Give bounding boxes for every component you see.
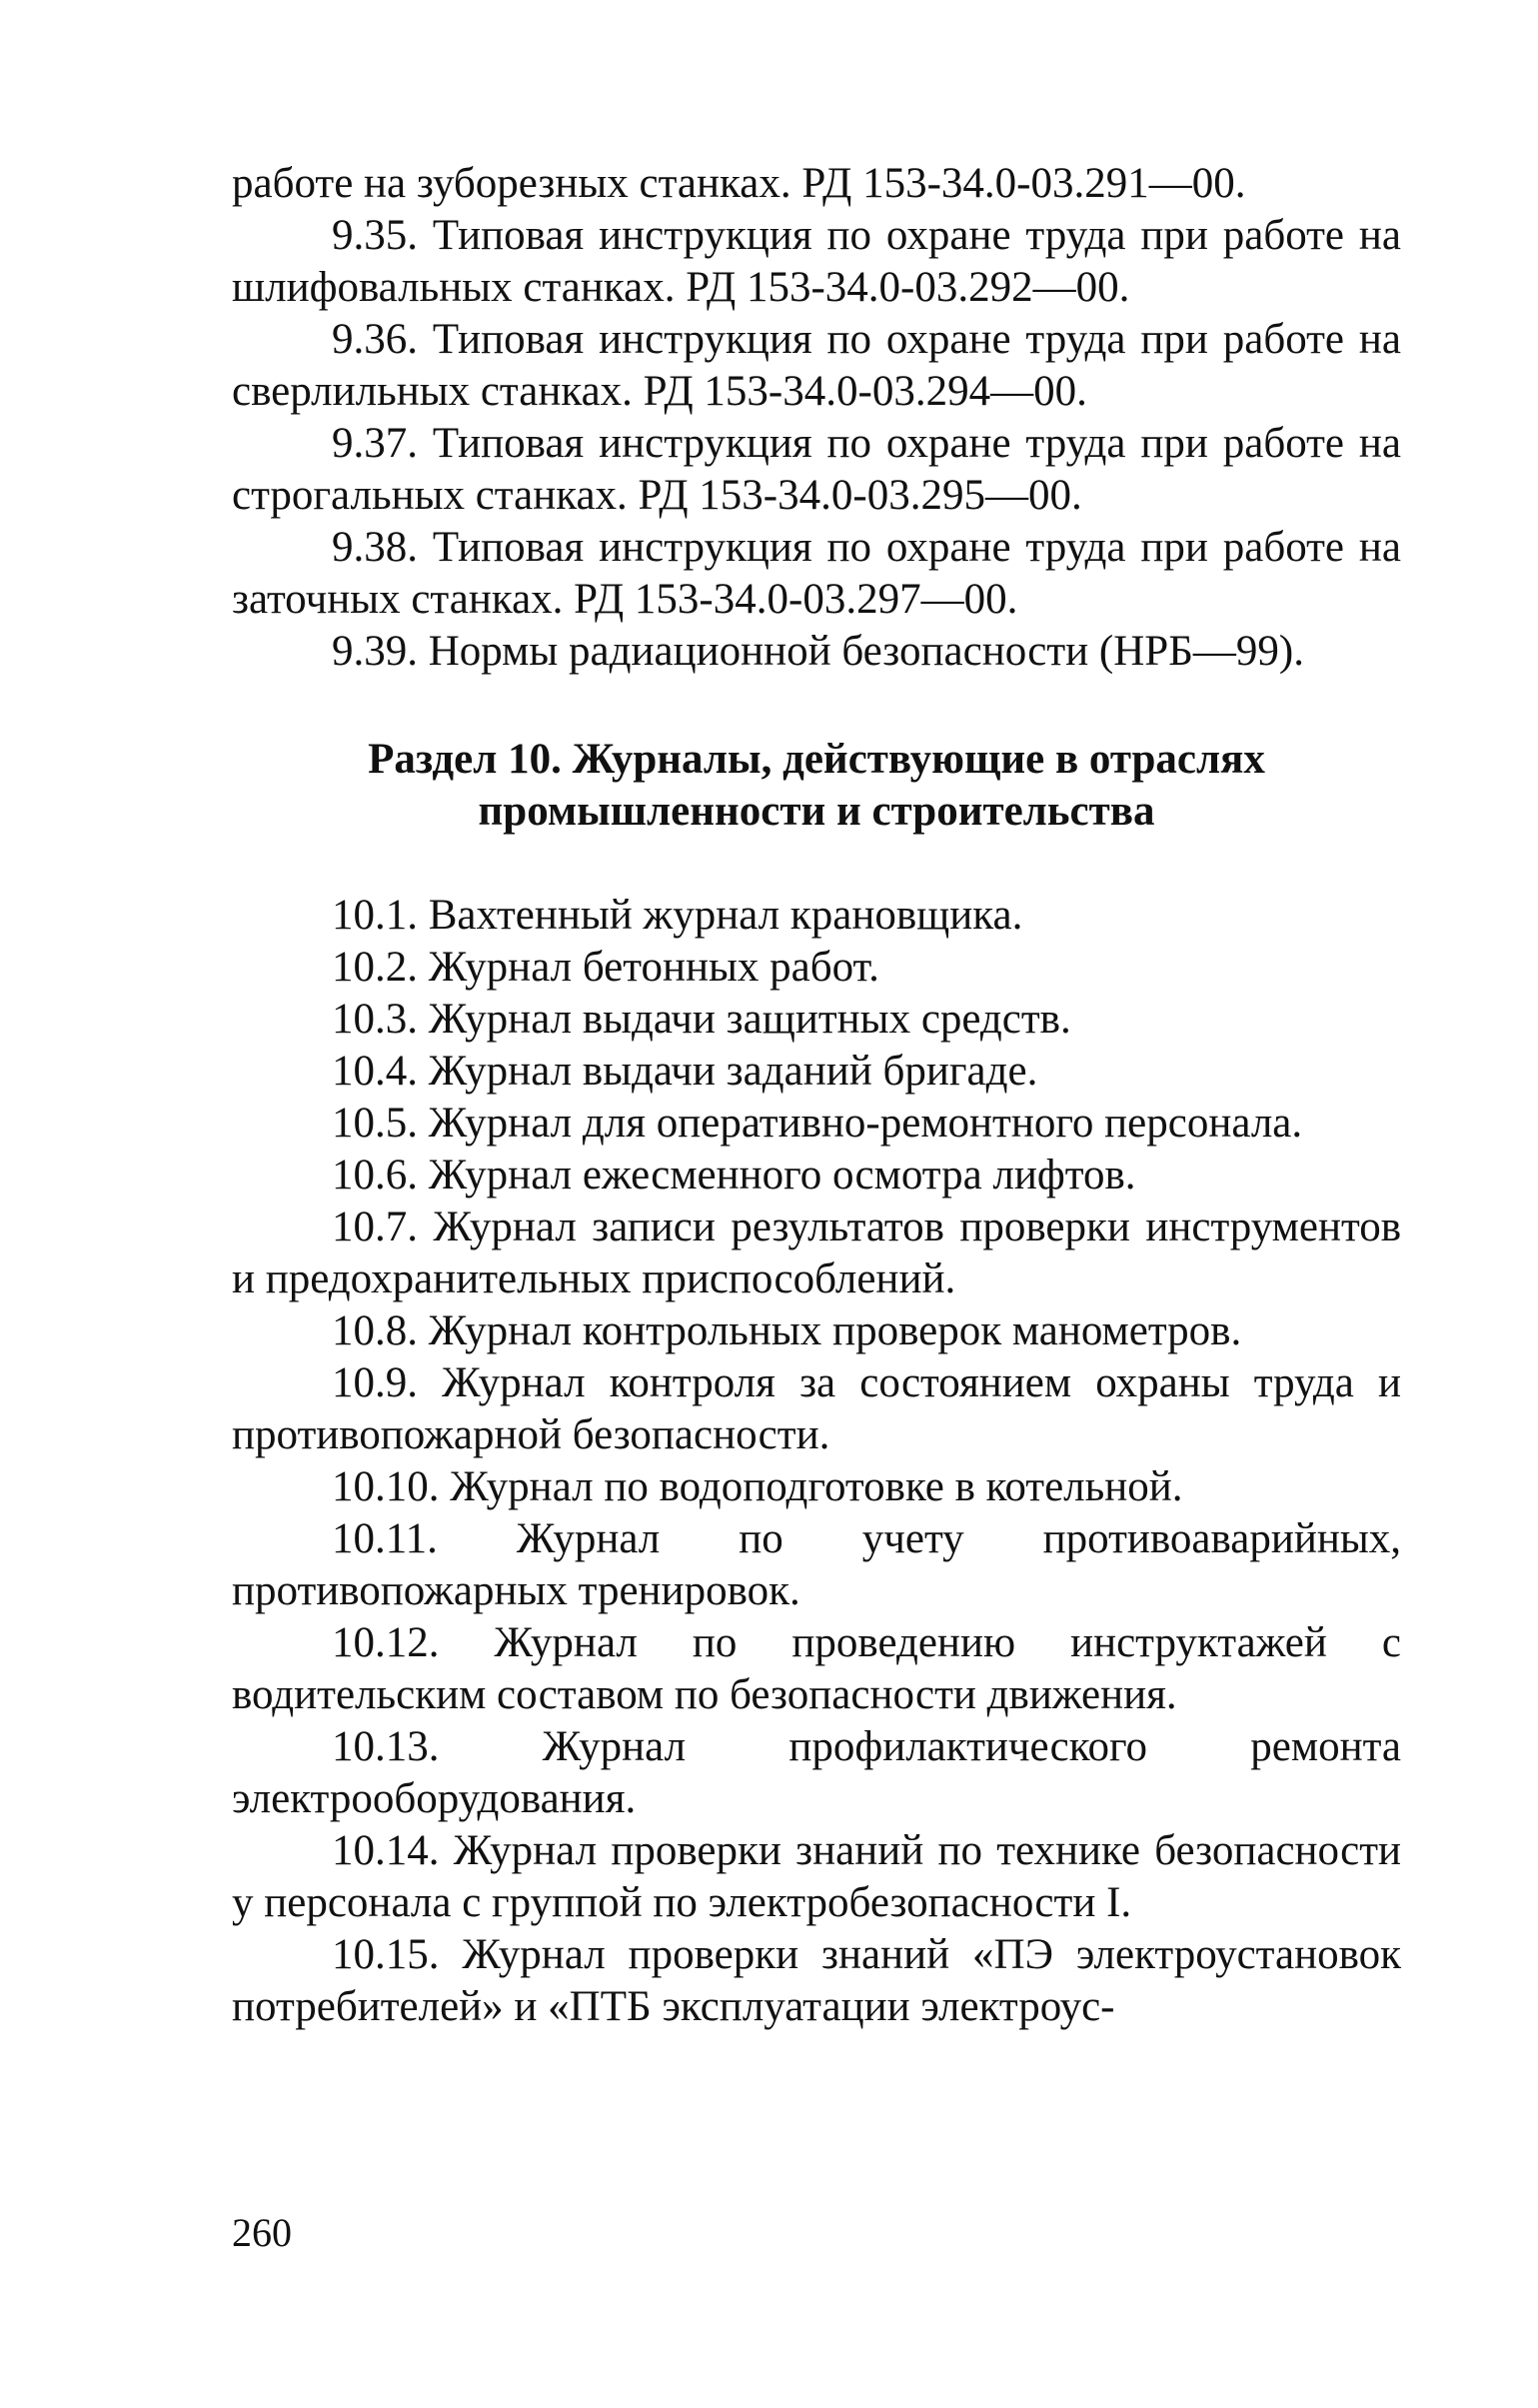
list-item-10-11: 10.11. Журнал по учету противоаварийных, противопожарных тренировок.: [232, 1515, 1401, 1614]
list-item-10-8: 10.8. Журнал контрольных проверок манометров.: [332, 1307, 1242, 1354]
list-item-10-5: 10.5. Журнал для оперативно-ремонтного персонала.: [332, 1100, 1303, 1147]
continuing-list-9: [232, 158, 1401, 678]
list-item-10-14: 10.14. Журнал проверки знаний по технике безопасности у персонала с группой по электробезопасности I.: [232, 1827, 1401, 1926]
list-item-10-1: 10.1. Вахтенный журнал крановщика.: [332, 892, 1023, 939]
section-heading-line1: Раздел 10. Журналы, действующие в отраслях: [368, 736, 1265, 783]
section-heading-line2: промышленности и строительства: [478, 788, 1155, 835]
list-item-10-13: 10.13. Журнал профилактического ремонта электрооборудования.: [232, 1723, 1401, 1822]
list-item-9-39: 9.39. Нормы радиационной безопасности (НРБ—99).: [332, 628, 1304, 675]
list-item-10-10: 10.10. Журнал по водоподготовке в котельной.: [332, 1463, 1183, 1510]
list-item-9-35: 9.35. Типовая инструкция по охране труда при работе на шлифовальных станках. РД 153-34.0-03.292—00.: [232, 212, 1401, 311]
list-item-10-4: 10.4. Журнал выдачи заданий бригаде.: [332, 1048, 1038, 1095]
page-number: 260: [232, 2210, 292, 2255]
list-item-10-15: 10.15. Журнал проверки знаний «ПЭ электроустановок потребителей» и «ПТБ эксплуатации электроус-: [232, 1931, 1401, 2030]
list-item-10-9: 10.9. Журнал контроля за состоянием охраны труда и противопожарной безопасности.: [232, 1359, 1401, 1458]
list-item-9-38: 9.38. Типовая инструкция по охране труда при работе на заточных станках. РД 153-34.0-03.297—00.: [232, 524, 1401, 623]
list-item-10-3: 10.3. Журнал выдачи защитных средств.: [332, 996, 1071, 1043]
section-heading: [232, 734, 1401, 838]
list-item-9-37: 9.37. Типовая инструкция по охране труда при работе на строгальных станках. РД 153-34.0-03.295—00.: [232, 420, 1401, 519]
list-item-10-7: 10.7. Журнал записи результатов проверки инструментов и предохранительных приспособлений.: [232, 1204, 1401, 1302]
list-section-10: [232, 890, 1401, 2033]
list-item-10-12: 10.12. Журнал по проведению инструктажей с водительским составом по безопасности движения.: [232, 1619, 1401, 1718]
list-item-10-2: 10.2. Журнал бетонных работ.: [332, 944, 879, 991]
list-item-continuation: работе на зуборезных станках. РД 153-34.0-03.291—00.: [232, 160, 1246, 207]
list-item-10-6: 10.6. Журнал ежесменного осмотра лифтов.: [332, 1152, 1136, 1199]
list-item-9-36: 9.36. Типовая инструкция по охране труда при работе на сверлильных станках. РД 153-34.0-03.294—00.: [232, 316, 1401, 415]
